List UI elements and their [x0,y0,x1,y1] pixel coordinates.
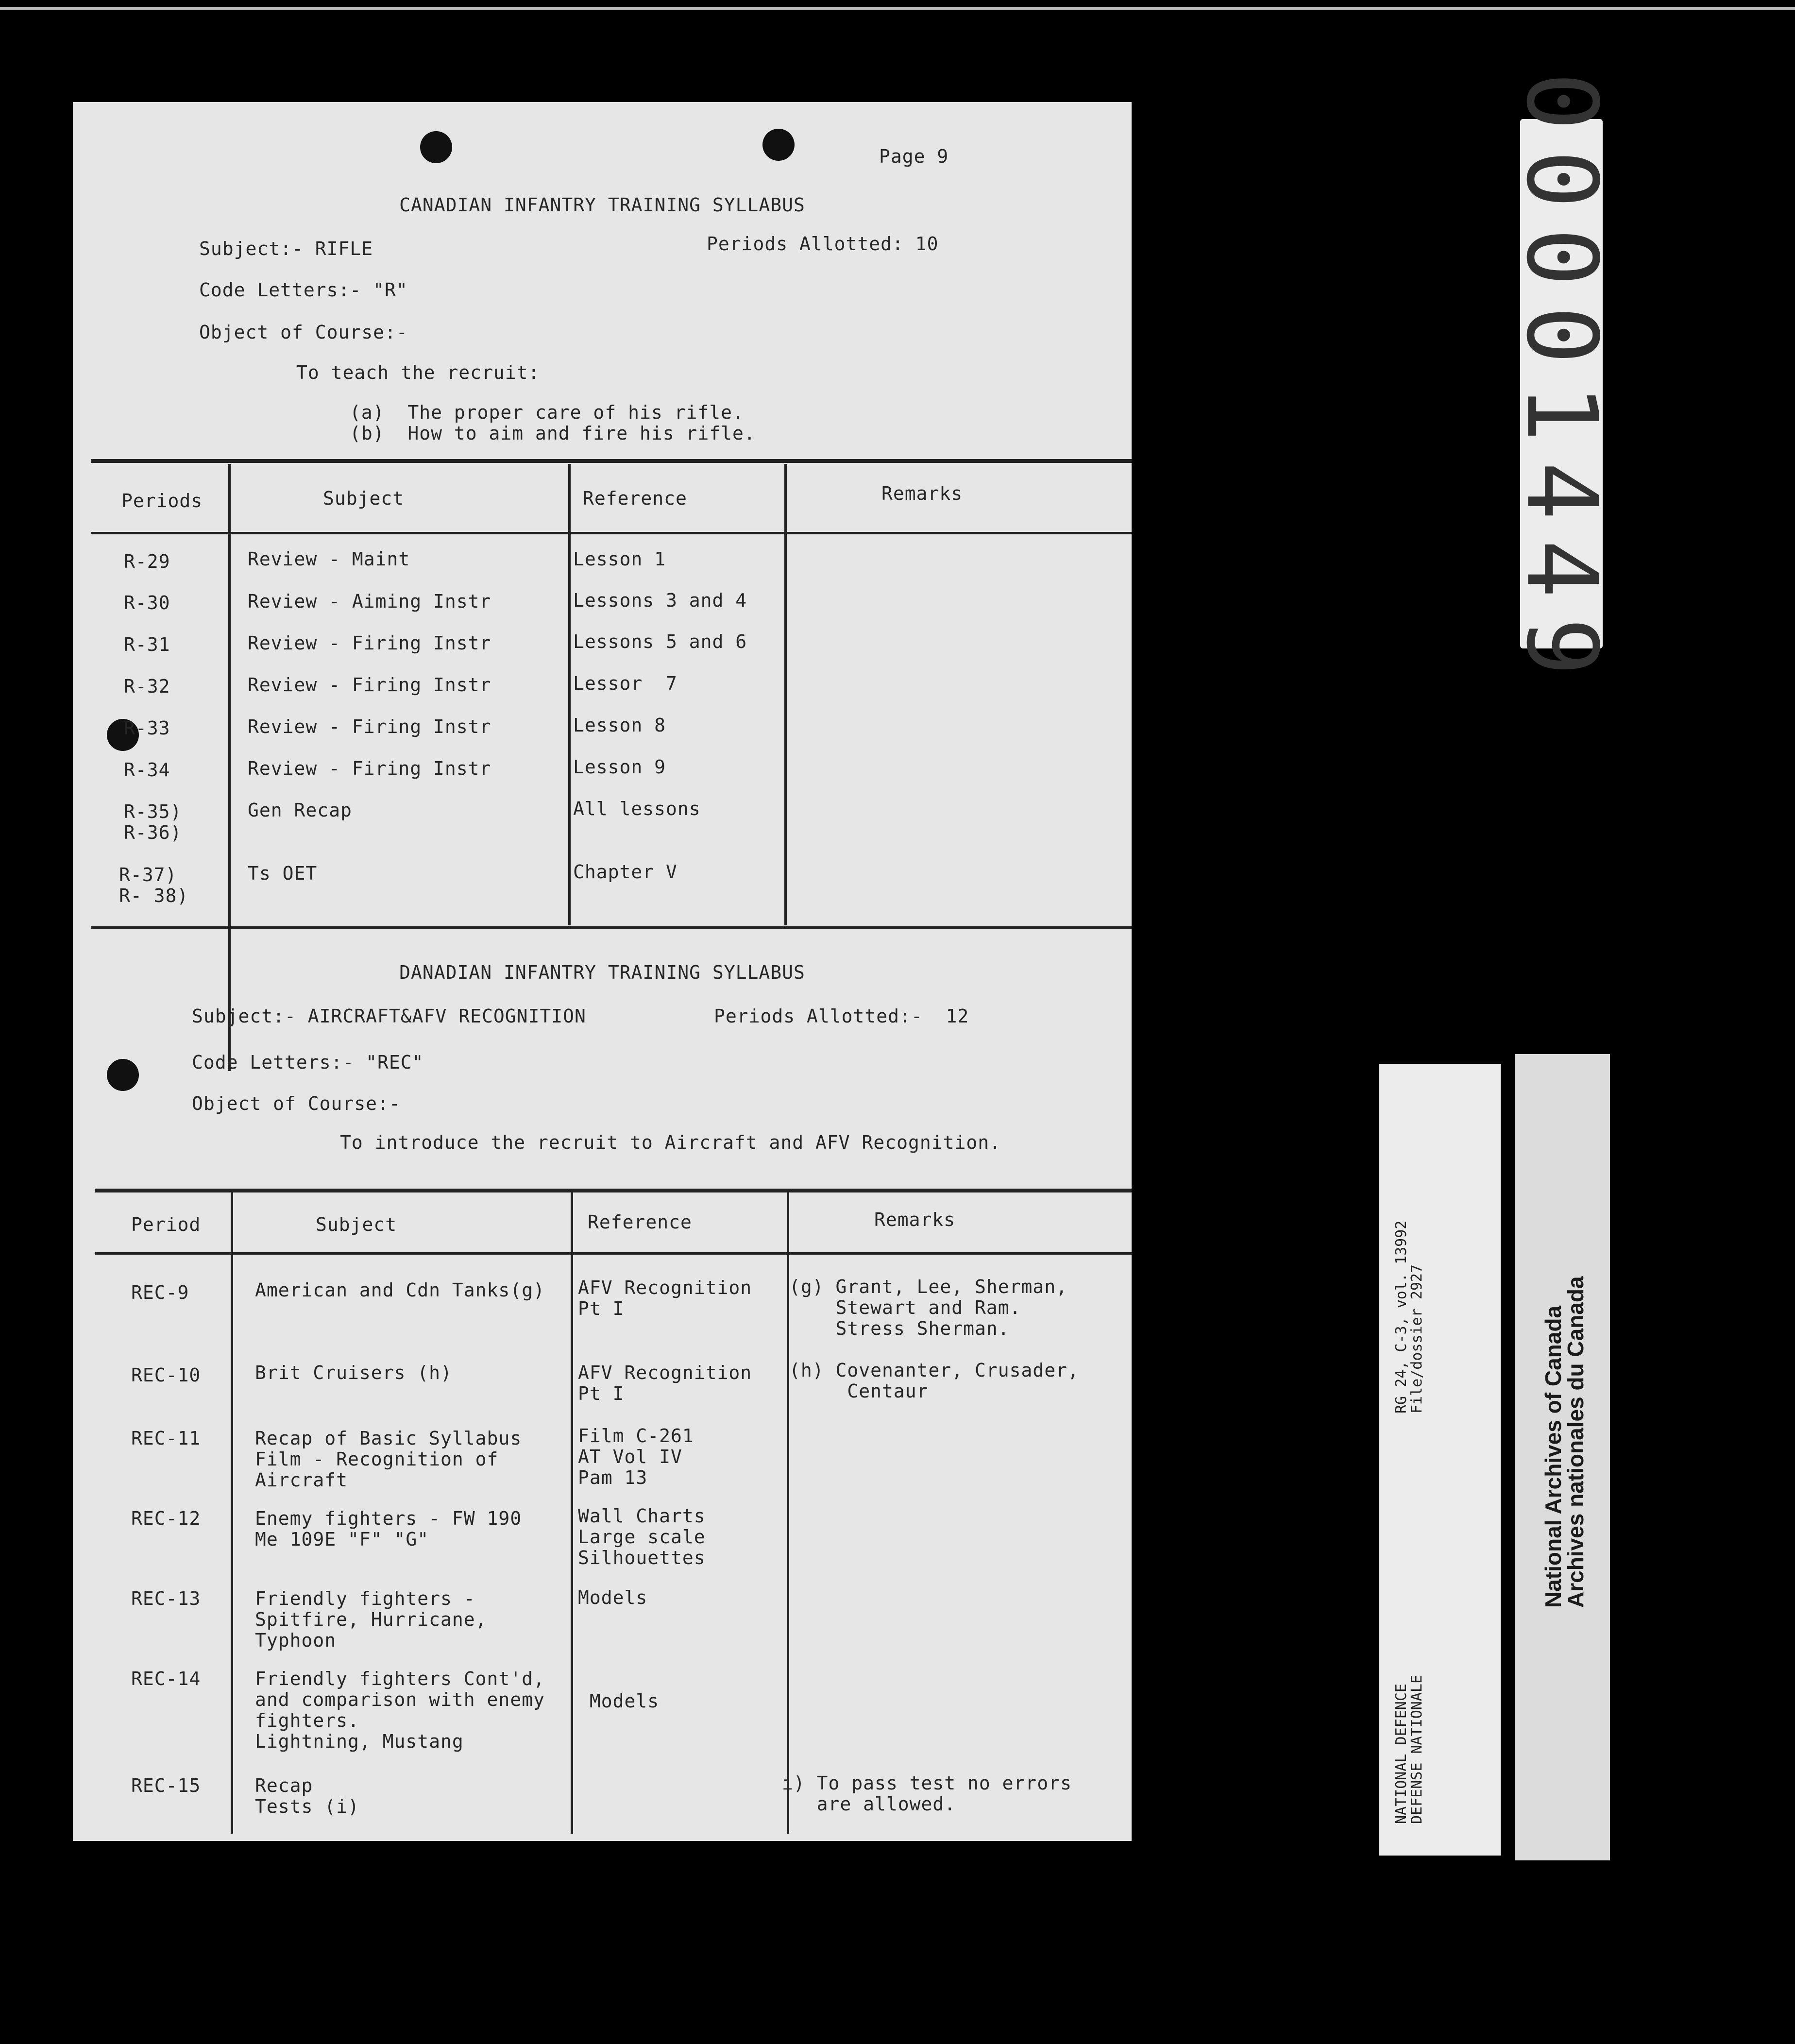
column-header: Periods [121,490,203,511]
archives-canada-label [1515,1054,1610,1860]
table-cell-reference: Lessons 5 and 6 [573,631,747,652]
table-cell-period: REC-15 [131,1775,201,1796]
table-cell-subject: American and Cdn Tanks(g) [255,1279,545,1301]
rifle-intro: To teach the recruit: [296,362,540,383]
table-cell-reference: Chapter V [573,861,677,883]
department-line: NATIONAL DEFENCE [1393,1684,1410,1824]
table-cell-period: REC-12 [131,1508,201,1529]
punch-hole [420,131,452,163]
record-group-text [1394,1221,1425,1414]
document-page [73,102,1132,1841]
rec-heading: DANADIAN INFANTRY TRAINING SYLLABUS [399,962,805,983]
rec-subject: Subject:- AIRCRAFT&AFV RECOGNITION [192,1005,586,1027]
rec-periods-allotted: Periods Allotted:- 12 [714,1005,969,1027]
archives-name-line: Archives nationales du Canada [1563,1276,1588,1608]
table-cell-subject: Review - Maint [248,548,410,570]
rifle-heading: CANADIAN INFANTRY TRAINING SYLLABUS [399,194,805,216]
table-cell-period: REC-11 [131,1428,201,1449]
film-edge-line [0,7,1795,10]
table-cell-period: R-31 [124,634,170,655]
table-cell-reference: Wall Charts Large scale Silhouettes [578,1505,706,1568]
column-header: Reference [588,1211,692,1233]
table-cell-period: REC-14 [131,1668,201,1689]
table-cell-subject: Review - Firing Instr [248,716,491,737]
record-group-line: RG 24, C-3, vol. 13992 [1393,1220,1410,1414]
table-cell-reference: Lesson 8 [573,715,666,736]
table-cell-reference: Film C-261 AT Vol IV Pam 13 [578,1425,694,1488]
column-header: Remarks [874,1209,956,1230]
rifle-periods-allotted: Periods Allotted: 10 [707,233,939,255]
table-cell-reference: Models [578,1587,648,1608]
rec-intro: To introduce the recruit to Aircraft and AFV Recognition. [340,1132,1001,1153]
table-cell-reference: Lessor 7 [573,673,677,694]
table-cell-period: R-29 [124,551,170,572]
archives-name-text [1542,1276,1587,1608]
table-cell-period: R-37) R- 38) [119,864,189,906]
table-cell-subject: Gen Recap [248,800,352,821]
table-cell-subject: Review - Firing Instr [248,758,491,779]
rec-code-letters: Code Letters:- "REC" [192,1052,424,1073]
table-cell-period: R-35) R-36) [124,801,182,843]
table-cell-subject: Recap Tests (i) [255,1775,359,1817]
department-line: DEFENSE NATIONALE [1408,1674,1425,1824]
table-cell-period: R-33 [124,717,170,739]
column-header: Subject [323,488,405,509]
table-cell-reference: Lessons 3 and 4 [573,590,747,611]
archive-reference-label [1379,1064,1501,1856]
table-cell-period: R-32 [124,676,170,697]
table-cell-subject: Review - Firing Instr [248,674,491,696]
table-cell-reference: Lesson 9 [573,756,666,778]
table-cell-reference: AFV Recognition Pt I [578,1277,752,1319]
table-cell-period: REC-10 [131,1364,201,1386]
column-header: Remarks [881,483,963,504]
table-cell-reference: Models [589,1690,660,1712]
rifle-point: (b) How to aim and fire his rifle. [350,423,756,444]
table-cell-period: REC-9 [131,1282,189,1303]
frame-number: 00001449 [1505,72,1618,696]
table-cell-reference: All lessons [573,798,701,819]
table-cell-period: REC-13 [131,1588,201,1609]
column-header: Reference [583,488,687,509]
table-cell-remarks: i) To pass test no errors are allowed. [782,1772,1072,1815]
archives-name-line: National Archives of Canada [1541,1305,1566,1608]
table-cell-period: R-30 [124,592,170,613]
table-cell-subject: Review - Aiming Instr [248,591,491,612]
table-cell-remarks: (g) Grant, Lee, Sherman, Stewart and Ram. Stress Sherman. [789,1276,1068,1339]
rifle-subject: Subject:- RIFLE [199,238,373,259]
rec-object-label: Object of Course:- [192,1093,401,1114]
table-cell-reference: Lesson 1 [573,548,666,570]
table-cell-remarks: (h) Covenanter, Crusader, Centaur [789,1360,1079,1402]
table-cell-subject: Ts OET [248,863,318,884]
rifle-code-letters: Code Letters:- "R" [199,279,408,301]
frame-number-stamp [1505,72,1618,696]
table-cell-subject: Brit Cruisers (h) [255,1362,452,1383]
table-cell-reference: AFV Recognition Pt I [578,1362,752,1404]
table-cell-subject: Review - Firing Instr [248,632,491,654]
punch-hole [107,1059,139,1091]
punch-hole [762,129,795,161]
table-cell-subject: Recap of Basic Syllabus Film - Recognition of Aircraft [255,1428,522,1491]
table-cell-period: R-34 [124,759,170,781]
rifle-point: (a) The proper care of his rifle. [350,402,744,423]
column-header: Subject [316,1214,397,1235]
record-group-line: File/dossier 2927 [1408,1264,1425,1414]
department-text [1394,1675,1425,1824]
rifle-object-label: Object of Course:- [199,322,408,343]
table-cell-subject: Enemy fighters - FW 190 Me 109E "F" "G" [255,1508,522,1550]
column-header: Period [131,1214,201,1235]
table-cell-subject: Friendly fighters Cont'd, and comparison with enemy fighters. Lightning, Mustang [255,1668,545,1752]
table-cell-subject: Friendly fighters - Spitfire, Hurricane, Typhoon [255,1588,487,1651]
page-number: Page 9 [879,146,949,167]
